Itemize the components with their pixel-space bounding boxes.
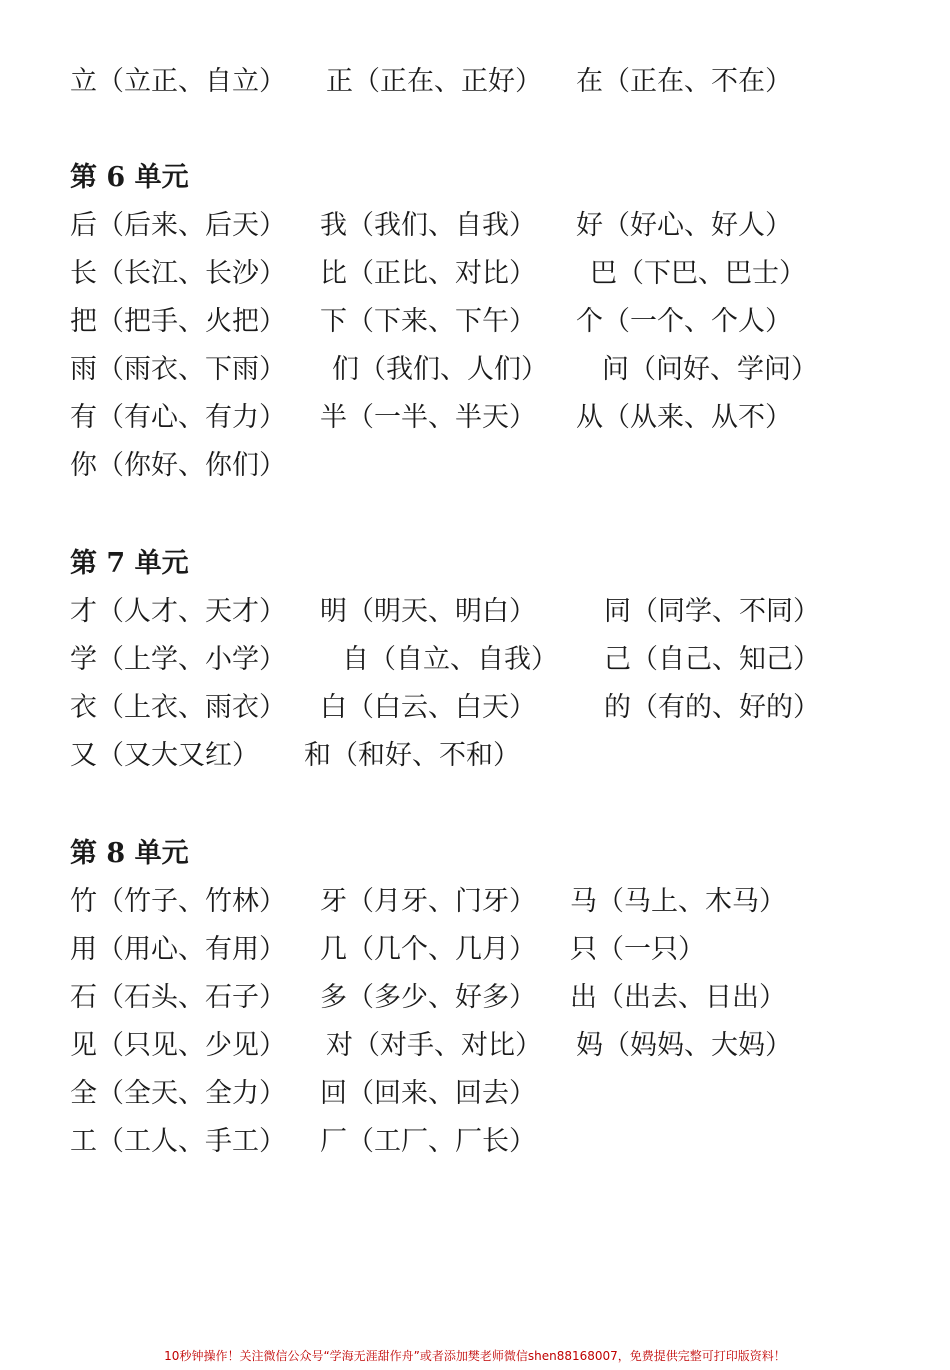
unit-heading: 第 7 单元 [70, 548, 189, 579]
word-entry: 出（出去、日出） [570, 982, 786, 1013]
word-entry: 几（几个、几月） [320, 934, 536, 965]
word-entry: 和（和好、不和） [304, 740, 520, 771]
word-entry: 厂（工厂、厂长） [320, 1126, 536, 1157]
word-entry: 好（好心、好人） [576, 210, 792, 241]
unit-heading: 第 8 单元 [70, 838, 189, 869]
word-entry: 把（把手、火把） [70, 306, 286, 337]
word-entry: 同（同学、不同） [604, 596, 820, 627]
word-entry: 全（全天、全力） [70, 1078, 286, 1109]
word-entry: 衣（上衣、雨衣） [70, 692, 286, 723]
word-entry: 我（我们、自我） [320, 210, 536, 241]
word-entry: 从（从来、从不） [576, 402, 792, 433]
word-entry: 个（一个、个人） [576, 306, 792, 337]
word-entry: 回（回来、回去） [320, 1078, 536, 1109]
word-entry: 在（正在、不在） [576, 66, 792, 97]
word-entry: 又（又大又红） [70, 740, 259, 771]
word-entry: 用（用心、有用） [70, 934, 286, 965]
word-entry: 半（一半、半天） [320, 402, 536, 433]
word-entry: 后（后来、后天） [70, 210, 286, 241]
word-entry: 有（有心、有力） [70, 402, 286, 433]
word-entry: 白（白云、白天） [320, 692, 536, 723]
word-entry: 竹（竹子、竹林） [70, 886, 286, 917]
promo-footer: 10秒钟操作！关注微信公众号“学海无涯甜作舟”或者添加樊老师微信shen88168007，免费提供完整可打印版资料！ [164, 1349, 786, 1363]
word-entry: 正（正在、正好） [326, 66, 542, 97]
word-entry: 自（自立、自我） [342, 644, 558, 675]
word-entry: 的（有的、好的） [604, 692, 820, 723]
word-entry: 见（只见、少见） [70, 1030, 286, 1061]
word-entry: 学（上学、小学） [70, 644, 286, 675]
word-entry: 才（人才、天才） [70, 596, 286, 627]
word-entry: 长（长江、长沙） [70, 258, 286, 289]
word-entry: 对（对手、对比） [326, 1030, 542, 1061]
word-entry: 己（自己、知己） [604, 644, 820, 675]
word-entry: 明（明天、明白） [320, 596, 536, 627]
word-entry: 比（正比、对比） [320, 258, 536, 289]
word-entry: 立（立正、自立） [70, 66, 286, 97]
word-entry: 马（马上、木马） [570, 886, 786, 917]
word-entry: 工（工人、手工） [70, 1126, 286, 1157]
word-entry: 多（多少、好多） [320, 982, 536, 1013]
word-entry: 巴（下巴、巴士） [590, 258, 806, 289]
word-entry: 石（石头、石子） [70, 982, 286, 1013]
word-entry: 妈（妈妈、大妈） [576, 1030, 792, 1061]
unit-heading: 第 6 单元 [70, 162, 189, 193]
word-entry: 问（问好、学问） [602, 354, 818, 385]
word-entry: 牙（月牙、门牙） [320, 886, 536, 917]
word-entry: 只（一只） [570, 934, 705, 965]
word-entry: 你（你好、你们） [70, 450, 286, 481]
word-entry: 下（下来、下午） [320, 306, 536, 337]
word-entry: 们（我们、人们） [332, 354, 548, 385]
word-entry: 雨（雨衣、下雨） [70, 354, 286, 385]
